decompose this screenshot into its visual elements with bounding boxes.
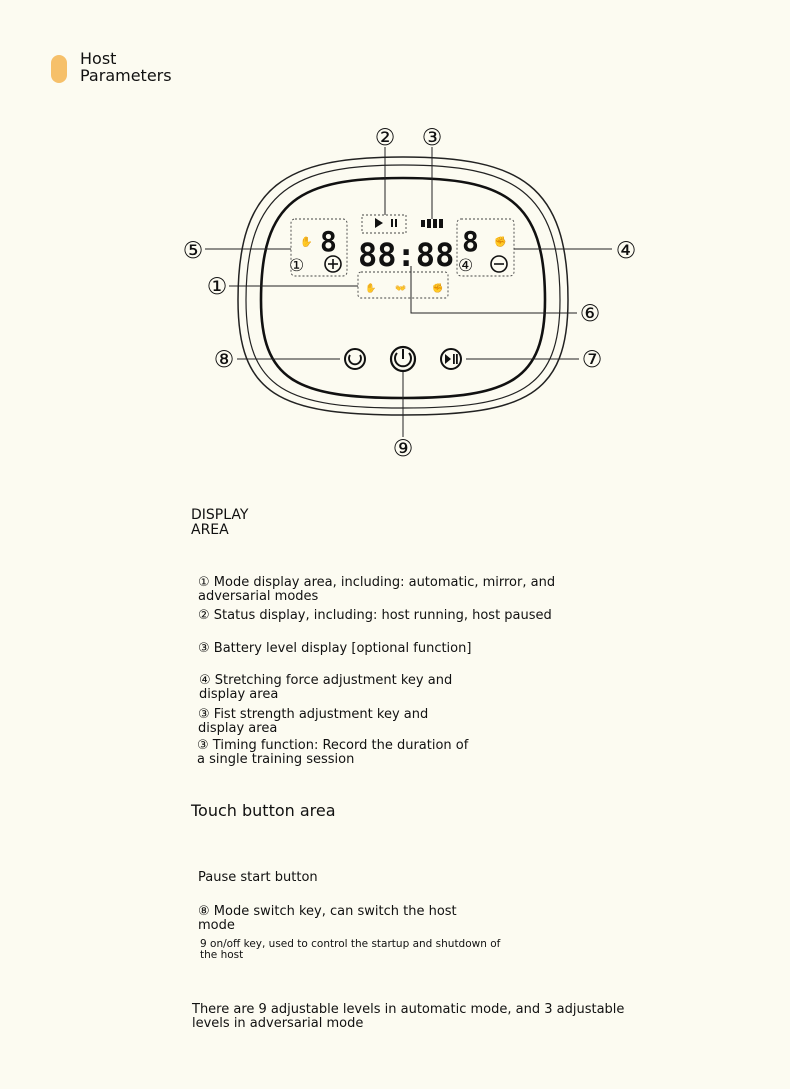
left-circled-label: ① — [289, 256, 305, 276]
touch-item-pause-start: Pause start button — [198, 870, 318, 885]
play-icon — [375, 218, 383, 228]
callout-6: ⑥ — [579, 301, 601, 327]
touch-item-mode-switch: ⑧ Mode switch key, can switch the host mode — [198, 904, 457, 933]
callout-5: ⑤ — [182, 238, 204, 264]
callout-2: ② — [374, 125, 396, 151]
minus-icon — [491, 256, 507, 272]
power-icon — [391, 347, 415, 371]
callout-7: ⑦ — [581, 347, 603, 373]
pause-icon-bar-left — [391, 219, 393, 227]
mode-auto-icon: ✋ — [365, 284, 377, 294]
display-item-stretching: ④ Stretching force adjustment key and display area — [199, 673, 453, 702]
display-area-title-line1: DISPLAY — [191, 507, 249, 523]
page-title-line1: Host — [80, 49, 117, 68]
left-hand-icon: ✋ — [300, 237, 313, 248]
right-circled-label: ④ — [458, 256, 474, 276]
right-level-digit: 8 — [462, 225, 479, 258]
pause-icon-bar-right — [395, 219, 397, 227]
page-title-line2: Parameters — [80, 66, 172, 85]
battery-icon — [421, 219, 443, 228]
right-hand-icon: ✊ — [494, 237, 507, 248]
host-diagram — [0, 0, 790, 480]
display-item-timing: ③ Timing function: Record the duration of a single training session — [197, 738, 469, 767]
display-item-mode: ① Mode display area, including: automatic, mirror, and adversarial modes — [198, 575, 556, 604]
display-area-title — [191, 508, 248, 538]
display-area-title-line2: AREA — [191, 522, 229, 538]
timer-digits: 88:88 — [358, 236, 455, 274]
play-pause-icon — [441, 349, 461, 369]
callout-8: ⑧ — [213, 347, 235, 373]
left-level-digit: 8 — [320, 225, 337, 258]
status-area-box — [362, 215, 406, 233]
callout-4: ④ — [615, 238, 637, 264]
mode-mirror-icon: 👐 — [395, 284, 407, 294]
mode-adversarial-icon: ✊ — [432, 284, 444, 294]
touch-item-power: 9 on/off key, used to control the startup and shutdown of the host — [200, 938, 501, 961]
callout-3: ③ — [421, 125, 443, 151]
mode-switch-icon — [345, 349, 365, 369]
display-item-status: ② Status display, including: host running, host paused — [198, 608, 552, 623]
callout-9: ⑨ — [392, 436, 414, 462]
display-item-fist: ③ Fist strength adjustment key and display area — [198, 707, 429, 736]
adjustable-levels-note: There are 9 adjustable levels in automatic mode, and 3 adjustable levels in adversarial mode — [192, 1002, 625, 1031]
display-item-battery: ③ Battery level display [optional function] — [198, 641, 472, 656]
callout-1: ① — [206, 274, 228, 300]
touch-area-title: Touch button area — [191, 801, 336, 820]
plus-icon — [325, 256, 341, 272]
